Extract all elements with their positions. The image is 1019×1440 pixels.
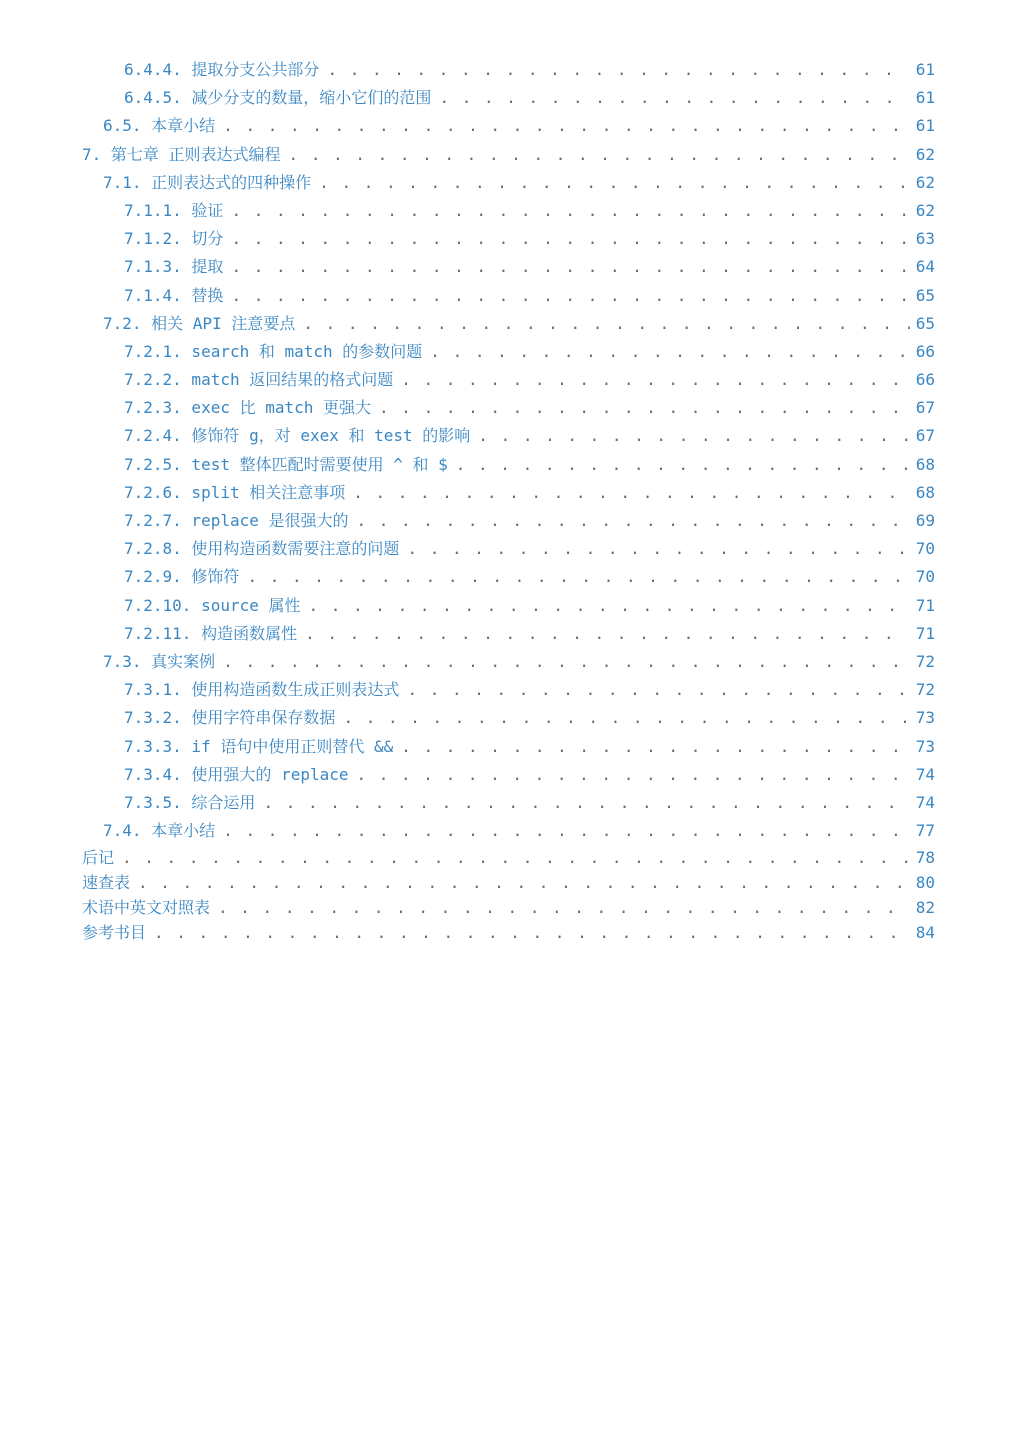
- toc-entry-label[interactable]: 7.1.1. 验证: [124, 200, 224, 220]
- toc-entry[interactable]: [82, 56, 935, 84]
- toc-entry[interactable]: [82, 253, 935, 281]
- toc-entry-label[interactable]: 7. 第七章 正则表达式编程: [82, 144, 281, 164]
- toc-page-number[interactable]: 84: [915, 923, 935, 943]
- toc-leader-dots: [223, 112, 910, 140]
- toc-page-number[interactable]: 68: [915, 454, 935, 474]
- toc-page-number[interactable]: 73: [915, 736, 935, 756]
- toc-leader-dots: [357, 761, 910, 789]
- toc-leader-dots: [231, 282, 909, 310]
- toc-entry[interactable]: [82, 422, 935, 450]
- toc-page-number[interactable]: 64: [915, 257, 935, 277]
- toc-entry-label[interactable]: 7.2.3. exec 比 match 更强大: [124, 398, 372, 418]
- toc-page-number[interactable]: 62: [915, 200, 935, 220]
- toc-leader-dots: [327, 56, 909, 84]
- toc-entry[interactable]: [82, 920, 935, 945]
- toc-entry-label[interactable]: 7.2.2. match 返回结果的格式问题: [124, 370, 394, 390]
- toc-entry-label[interactable]: 7.3.1. 使用构造函数生成正则表达式: [124, 680, 400, 700]
- toc-entry[interactable]: [82, 761, 935, 789]
- toc-page-number[interactable]: 70: [915, 539, 935, 559]
- toc-leader-dots: [343, 704, 909, 732]
- toc-page-number[interactable]: 74: [915, 764, 935, 784]
- toc-entry[interactable]: [82, 870, 935, 895]
- toc-leader-dots: [353, 479, 910, 507]
- toc-entry[interactable]: [82, 676, 935, 704]
- table-of-contents: [82, 56, 935, 945]
- toc-entry[interactable]: [82, 282, 935, 310]
- toc-entry-label[interactable]: 7.2.7. replace 是很强大的: [124, 511, 349, 530]
- toc-entry-label[interactable]: 7.4. 本章小结: [103, 821, 216, 841]
- toc-leader-dots: [430, 338, 909, 366]
- toc-page-number[interactable]: 72: [915, 680, 935, 700]
- toc-leader-dots: [223, 817, 910, 845]
- toc-entry[interactable]: [82, 394, 935, 422]
- toc-entry[interactable]: [82, 451, 935, 479]
- toc-entry-label[interactable]: 7.1.3. 提取: [124, 257, 224, 277]
- toc-entry[interactable]: [82, 169, 935, 197]
- toc-entry[interactable]: [82, 845, 935, 870]
- toc-page-number[interactable]: 69: [915, 511, 935, 530]
- toc-entry-label[interactable]: 7.3.4. 使用强大的 replace: [124, 764, 349, 784]
- toc-leader-dots: [439, 84, 909, 112]
- toc-page-number[interactable]: 66: [915, 341, 935, 361]
- toc-leader-dots: [379, 394, 910, 422]
- toc-page-number[interactable]: 74: [915, 792, 935, 812]
- toc-entry-label[interactable]: 7.2.9. 修饰符: [124, 567, 240, 587]
- toc-leader-dots: [218, 895, 910, 920]
- toc-entry-label[interactable]: 7.3. 真实案例: [103, 651, 216, 671]
- toc-leader-dots: [478, 422, 909, 450]
- toc-entry[interactable]: [82, 366, 935, 394]
- toc-leader-dots: [401, 366, 910, 394]
- toc-entry-label[interactable]: 7.2.11. 构造函数属性: [124, 623, 298, 643]
- toc-leader-dots: [154, 920, 910, 945]
- toc-entry-label[interactable]: 6.4.5. 减少分支的数量，缩小它们的范围: [124, 88, 432, 108]
- toc-page-number[interactable]: 70: [915, 567, 935, 587]
- toc-entry-label[interactable]: 后记: [82, 848, 115, 868]
- toc-entry[interactable]: [82, 563, 935, 591]
- toc-leader-dots: [309, 592, 910, 620]
- toc-leader-dots: [231, 225, 909, 253]
- toc-leader-dots: [357, 507, 910, 535]
- toc-leader-dots: [401, 733, 910, 761]
- toc-entry[interactable]: [82, 141, 935, 169]
- toc-entry-label[interactable]: 速查表: [82, 873, 131, 893]
- toc-leader-dots: [407, 676, 909, 704]
- toc-leader-dots: [223, 648, 910, 676]
- toc-page-number[interactable]: 67: [915, 426, 935, 446]
- toc-page-number[interactable]: 65: [915, 313, 935, 333]
- toc-leader-dots: [122, 845, 910, 870]
- toc-entry-label[interactable]: 7.1.2. 切分: [124, 229, 224, 249]
- toc-page-number[interactable]: 66: [915, 370, 935, 390]
- toc-page-number[interactable]: 61: [915, 60, 935, 79]
- toc-page-number[interactable]: 71: [915, 595, 935, 615]
- toc-entry[interactable]: [82, 895, 935, 920]
- toc-leader-dots: [456, 451, 910, 479]
- toc-entry[interactable]: [82, 789, 935, 817]
- toc-entry-label[interactable]: 7.2.10. source 属性: [124, 595, 301, 615]
- toc-page-number[interactable]: 77: [915, 821, 935, 841]
- toc-entry-label[interactable]: 7.2.1. search 和 match 的参数问题: [124, 341, 423, 361]
- toc-entry-label[interactable]: 7.2.4. 修饰符 g，对 exex 和 test 的影响: [124, 426, 471, 446]
- toc-page-number[interactable]: 63: [915, 229, 935, 249]
- toc-entry-label[interactable]: 7.3.5. 综合运用: [124, 792, 256, 812]
- toc-entry-label[interactable]: 7.3.3. if 语句中使用正则替代 &&: [124, 736, 394, 756]
- toc-page-number[interactable]: 68: [915, 482, 935, 502]
- toc-leader-dots: [263, 789, 909, 817]
- toc-page-number[interactable]: 61: [915, 88, 935, 108]
- toc-entry-label[interactable]: 6.5. 本章小结: [103, 116, 216, 136]
- toc-entry-label[interactable]: 参考书目: [82, 923, 147, 943]
- toc-page-number[interactable]: 61: [915, 116, 935, 136]
- toc-entry[interactable]: [82, 733, 935, 761]
- toc-page-number[interactable]: 67: [915, 398, 935, 418]
- toc-leader-dots: [305, 620, 910, 648]
- toc-page-number[interactable]: 62: [915, 144, 935, 164]
- toc-entry-label[interactable]: 7.3.2. 使用字符串保存数据: [124, 708, 336, 728]
- toc-entry-label[interactable]: 6.4.4. 提取分支公共部分: [124, 60, 320, 79]
- toc-entry[interactable]: [82, 225, 935, 253]
- toc-entry-label[interactable]: 7.2. 相关 API 注意要点: [103, 313, 296, 333]
- toc-leader-dots: [231, 197, 909, 225]
- toc-entry[interactable]: [82, 648, 935, 676]
- toc-page-number[interactable]: 73: [915, 708, 935, 728]
- toc-entry[interactable]: [82, 338, 935, 366]
- toc-leader-dots: [407, 535, 909, 563]
- toc-page-number[interactable]: 72: [915, 651, 935, 671]
- toc-entry[interactable]: [82, 310, 935, 338]
- toc-entry-label[interactable]: 7.2.8. 使用构造函数需要注意的问题: [124, 539, 400, 559]
- toc-entry[interactable]: [82, 112, 935, 140]
- toc-page-number[interactable]: 80: [915, 873, 935, 893]
- toc-entry[interactable]: [82, 620, 935, 648]
- toc-entry[interactable]: [82, 197, 935, 225]
- toc-entry[interactable]: [82, 479, 935, 507]
- toc-entry[interactable]: [82, 817, 935, 845]
- toc-page-number[interactable]: 71: [915, 623, 935, 643]
- toc-leader-dots: [289, 141, 910, 169]
- toc-leader-dots: [231, 253, 909, 281]
- toc-entry-label[interactable]: 7.2.5. test 整体匹配时需要使用 ^ 和 $: [124, 454, 448, 474]
- toc-page-number[interactable]: 65: [915, 285, 935, 305]
- toc-leader-dots: [303, 310, 909, 338]
- toc-entry-label[interactable]: 7.1. 正则表达式的四种操作: [103, 172, 312, 192]
- toc-entry[interactable]: [82, 84, 935, 112]
- toc-entry[interactable]: [82, 535, 935, 563]
- toc-leader-dots: [319, 169, 910, 197]
- toc-leader-dots: [247, 563, 909, 591]
- toc-entry-label[interactable]: 术语中英文对照表: [82, 898, 211, 918]
- toc-page-number[interactable]: 82: [915, 898, 935, 918]
- toc-page-number[interactable]: 62: [915, 172, 935, 192]
- toc-entry-label[interactable]: 7.2.6. split 相关注意事项: [124, 482, 346, 502]
- toc-page-number[interactable]: 78: [915, 848, 935, 868]
- toc-entry[interactable]: [82, 592, 935, 620]
- toc-entry[interactable]: [82, 704, 935, 732]
- toc-entry[interactable]: [82, 507, 935, 535]
- toc-leader-dots: [138, 870, 910, 895]
- toc-entry-label[interactable]: 7.1.4. 替换: [124, 285, 224, 305]
